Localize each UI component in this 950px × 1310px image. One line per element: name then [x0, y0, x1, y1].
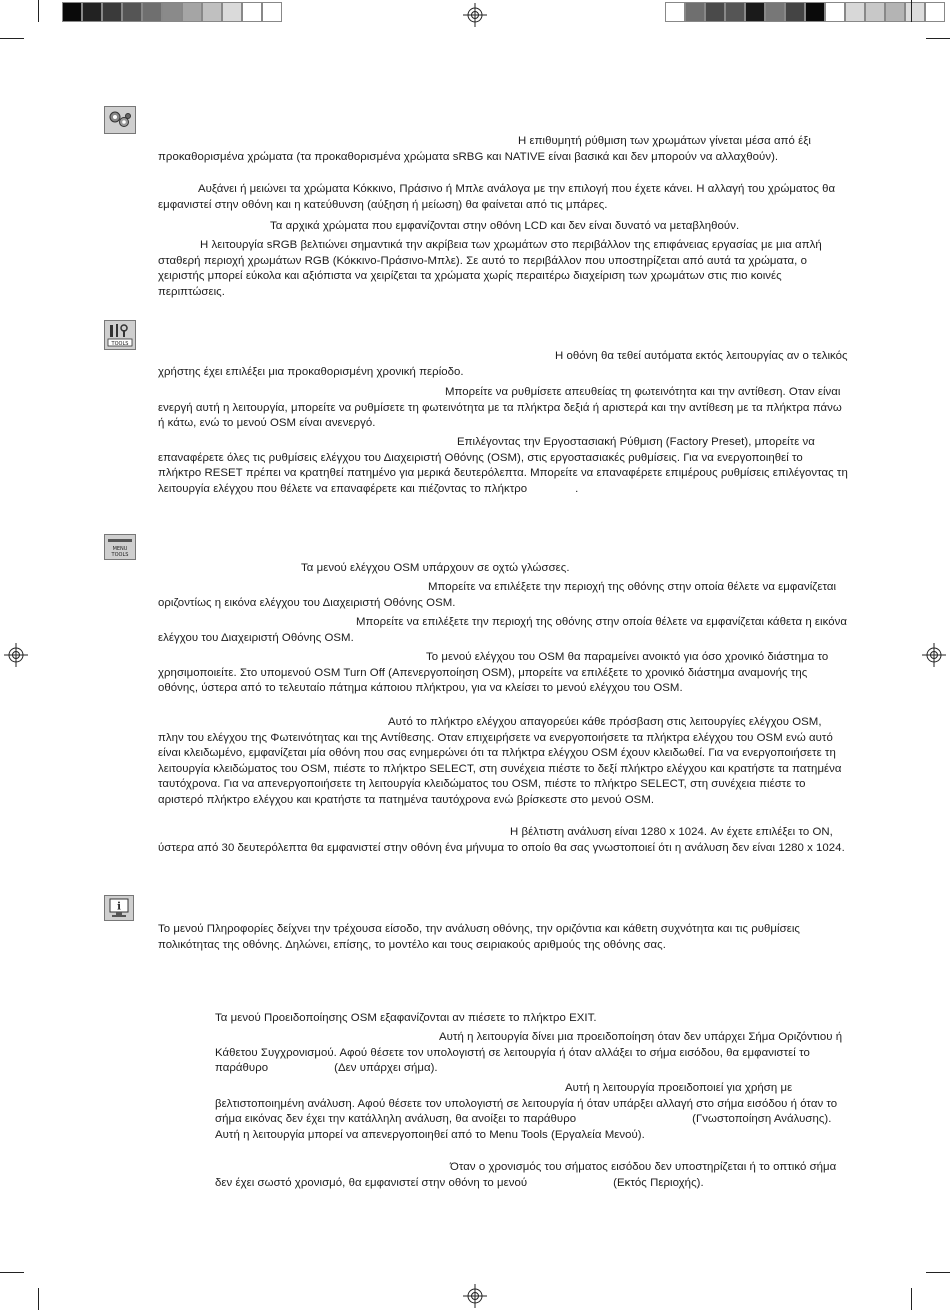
crop-mark — [38, 0, 39, 22]
warning-no-signal-text — [215, 1030, 848, 1077]
menu-osm-lockout-text: Αυτό το πλήκτρο ελέγχου απαγορεύει κάθε πρόσβαση στις λειτουργίες ελέγχου OSM, πλην του ελέγχου της Φωτεινότητας και της Αντίθεσης. Οταν επιχειρήσετε να ενεργοποιήσετε τα πλήκτρα ελέγχου του OSM ενώ αυτό είναι κλειδωμένο, εμφανίζεται μία οθόνη που σας ενημερώνει ότι τα πλήκτρα ελέγχου OSM έχουν κλειδωθεί. Για να ενεργοποιήσετε τη λειτουργία κλειδώματος του OSM, πιέστε το πλήκτρο SELECT, στη συνέχεια πιέστε το δεξί πλήκτρο ελέγχου και κρατήστε τα πατημένα ταυτόχρονα. Για να απενεργοποιήσετε τη λειτουργία κλειδώματος του OSM, πιέστε το πλήκτρο SELECT, στη συνέχεια πιέστε το αριστερό πλήκτρο ελέγχου και κρατήστε τα πατημένα ταυτόχρονα ενώ βρίσκεστε στο μενού OSM. — [158, 716, 842, 806]
crop-mark — [0, 1272, 24, 1273]
bar-swatch — [905, 2, 925, 22]
bar-swatch — [785, 2, 805, 22]
bar-swatch — [885, 2, 905, 22]
bar-swatch — [262, 2, 282, 22]
crop-mark — [0, 38, 24, 39]
tools-icon — [104, 320, 136, 350]
warning-resolution-end: (Γνωστοποίηση Ανάλυσης). Αυτή η λειτουργία μπορεί να απενεργοποιηθεί από το Menu Tools (Εργαλεία Μενού). — [215, 1113, 832, 1141]
warning-out-of-range-end: (Εκτός Περιοχής). — [613, 1176, 704, 1189]
bar-swatch — [122, 2, 142, 22]
bar-swatch — [102, 2, 122, 22]
color-native-text: Τα αρχικά χρώματα που εμφανίζονται στην οθόνη LCD και δεν είναι δυνατό να μεταβληθούν. — [270, 220, 740, 232]
color-rgb-adjust-text: Αυξάνει ή μειώνει τα χρώματα Κόκκινο, Πράσινο ή Μπλε ανάλογα με την επιλογή που έχετε κάνει. Η αλλαγή του χρώματος θα εμφανιστεί στην οθόνη και η κατεύθυνση (αύξηση ή μείωση) θα φαίνεται από τις μπάρες. — [158, 183, 836, 211]
warning-no-signal-body: Αυτή η λειτουργία δίνει μια προειδοποίηση όταν δεν υπάρχει Σήμα Οριζόντιου ή Κάθετου Συγχρονισμού. Αφού θέσετε τον υπολογιστή σε λειτουργία ή όταν αλλάξει το σήμα εισόδου, θα εμφανιστεί το παράθυρο — [215, 1031, 843, 1074]
warning-no-signal-end: (Δεν υπάρχει σήμα). — [334, 1062, 438, 1074]
bar-swatch — [805, 2, 825, 22]
bar-swatch — [62, 2, 82, 22]
svg-text:MENU: MENU — [112, 546, 128, 552]
warning-resolution-text — [215, 1081, 848, 1143]
color-bars-right — [665, 2, 945, 22]
bar-swatch — [182, 2, 202, 22]
menu-v-position-text: Μπορείτε να επιλέξετε την περιοχή της οθόνης στην οποία θέλετε να εμφανίζεται κάθετα η εικόνα ελέγχου του Διαχειριστή Οθόνης OSM. — [158, 616, 847, 644]
crop-mark — [911, 0, 912, 22]
bar-swatch — [142, 2, 162, 22]
tools-factory-preset-end: . — [575, 482, 579, 495]
warning-resolution-body: Αυτή η λειτουργία προειδοποιεί για χρήση με βελτιστοποιημένη ανάλυση. Αφού θέσετε τον υπολογιστή σε λειτουργία ή όταν υπάρξει αλλαγή στο σήμα εισόδου ή όταν το σήμα εικόνας δεν έχει την κατάλληλη ανάλυση, θα ανοίξει το παράθυρο — [215, 1082, 838, 1125]
color-bars-left — [62, 2, 282, 22]
bar-swatch — [222, 2, 242, 22]
bar-swatch — [725, 2, 745, 22]
menu-osm-turnoff-text: Το μενού ελέγχου του OSM θα παραμείνει ανοικτό για όσο χρονικό διάστημα το χρησιμοποιείτε. Στο υπομενού OSM Turn Off (Απενεργοποίηση OSM), μπορείτε να επιλέξετε το χρονικό διάστημα αναμονής της οθόνης, ύστερα από το τελευταίο πάτημα κάποιου πλήκτρου, για να κλείσει το μενού ελέγχου του OSM. — [158, 651, 829, 694]
warning-exit-text: Τα μενού Προειδοποίησης OSM εξαφανίζονται αν πιέσετε το πλήκτρο EXIT. — [215, 1012, 597, 1024]
registration-mark-right-icon — [922, 643, 946, 667]
warning-out-of-range-text — [215, 1160, 848, 1191]
bar-swatch — [162, 2, 182, 22]
bar-swatch — [765, 2, 785, 22]
bar-swatch — [825, 2, 845, 22]
menu-h-position-text: Μπορείτε να επιλέξετε την περιοχή της οθόνης στην οποία θέλετε να εμφανίζεται οριζοντίως η εικόνα ελέγχου του Διαχειριστή Οθόνης OSM. — [158, 581, 837, 609]
bar-swatch — [845, 2, 865, 22]
tools-factory-preset-text — [158, 435, 848, 497]
crop-mark — [911, 1288, 912, 1310]
bar-swatch — [745, 2, 765, 22]
bar-swatch — [82, 2, 102, 22]
menu-resolution-notifier-text: Η βέλτιστη ανάλυση είναι 1280 x 1024. Αν έχετε επιλέξει το ON, ύστερα από 30 δευτερόλεπτα θα εμφανιστεί στην οθόνη ένα μήνυμα το οποίο θα σας γνωστοποιεί ότι η ανάλυση δεν είναι 1280 x 1024. — [158, 826, 845, 854]
warning-out-of-range-body: Όταν ο χρονισμός του σήματος εισόδου δεν υποστηρίζεται ή το οπτικό σήμα δεν έχει σωστό χρονισμό, θα εμφανιστεί στην οθόνη το μενού — [215, 1161, 837, 1189]
crop-mark — [38, 1288, 39, 1310]
registration-mark-bottom-icon — [463, 1284, 487, 1308]
crop-mark — [926, 1272, 950, 1273]
color-srgb-text: Η λειτουργία sRGB βελτιώνει σημαντικά την ακρίβεια των χρωμάτων στο περιβάλλον της επιφάνειας εργασίας με μια απλή σταθερή περιοχή χρωμάτων RGB (Κόκκινο-Πράσινο-Μπλε). Σε αυτό το περιβάλλον που υποστηρίζεται από αυτά τα χρώματα, ο χειριστής μπορεί εύκολα και αξιόπιστα να χειρίζεται τα χρώματα χωρίς περαιτέρω διαχείριση των χρωμάτων στις πιο κοινές περιπτώσεις. — [158, 239, 822, 298]
color-presets-text: Η επιθυμητή ρύθμιση των χρωμάτων γίνεται μέσα από έξι προκαθορισμένα χρώματα (τα προκαθορισμένα χρώματα sRBG και NATIVE είναι βασικά και δεν μπορούν να αλλαχθούν). — [158, 135, 812, 163]
color-control-icon — [104, 106, 136, 134]
bar-swatch — [685, 2, 705, 22]
registration-mark-top-icon — [463, 3, 487, 27]
svg-text:TOOLS: TOOLS — [111, 552, 129, 558]
bar-swatch — [665, 2, 685, 22]
bar-swatch — [705, 2, 725, 22]
bar-swatch — [925, 2, 945, 22]
bar-swatch — [202, 2, 222, 22]
bar-swatch — [242, 2, 262, 22]
tools-hot-key-text: Μπορείτε να ρυθμίσετε απευθείας τη φωτεινότητα και την αντίθεση. Οταν είναι ενεργή αυτή η λειτουργία, μπορείτε να ρυθμίσετε τη φωτεινότητα με τα πλήκτρα δεξιά ή αριστερά και την αντίθεση με τα πλήκτρα πάνω ή κάτω, ενώ το μενού OSM είναι ανενεργό. — [158, 386, 842, 429]
menu-language-text: Τα μενού ελέγχου OSM υπάρχουν σε οχτώ γλώσσες. — [301, 562, 570, 574]
svg-text:i: i — [117, 901, 121, 913]
svg-text:TOOLS: TOOLS — [111, 341, 129, 347]
tools-factory-preset-body: Επιλέγοντας την Εργοστασιακή Ρύθμιση (Factory Preset), μπορείτε να επαναφέρετε όλες τις ρυθμίσεις ελέγχου του Διαχειριστή Οθόνης (OSM), στις εργοστασιακές ρυθμίσεις. Για να ενεργοποιηθεί το πλήκτρο RESET πρέπει να κρατηθεί πατημένο για μερικά δευτερόλεπτα. Μπορείτε να επαναφέρετε επιμέρους ρυθμίσεις επιλέγοντας τη λειτουργία ελέγχου που θέλετε να επαναφέρετε και πιέζοντας το πλήκτρο — [158, 436, 848, 495]
information-text: Το μενού Πληροφορίες δείχνει την τρέχουσα είσοδο, την ανάλυση οθόνης, την οριζόντια και κάθετη συχνότητα και τις ρυθμίσεις πολικότητας της οθόνης. Δηλώνει, επίσης, το μοντέλο και τους σειριακούς αριθμούς της οθόνης σας. — [158, 923, 800, 951]
crop-mark — [926, 38, 950, 39]
registration-mark-left-icon — [4, 643, 28, 667]
information-icon — [104, 895, 134, 921]
bar-swatch — [865, 2, 885, 22]
menu-tools-icon — [104, 534, 136, 560]
tools-off-timer-text: Η οθόνη θα τεθεί αυτόματα εκτός λειτουργίας αν ο τελικός χρήστης έχει επιλέξει μια προκαθορισμένη χρονική περίοδο. — [158, 350, 848, 378]
